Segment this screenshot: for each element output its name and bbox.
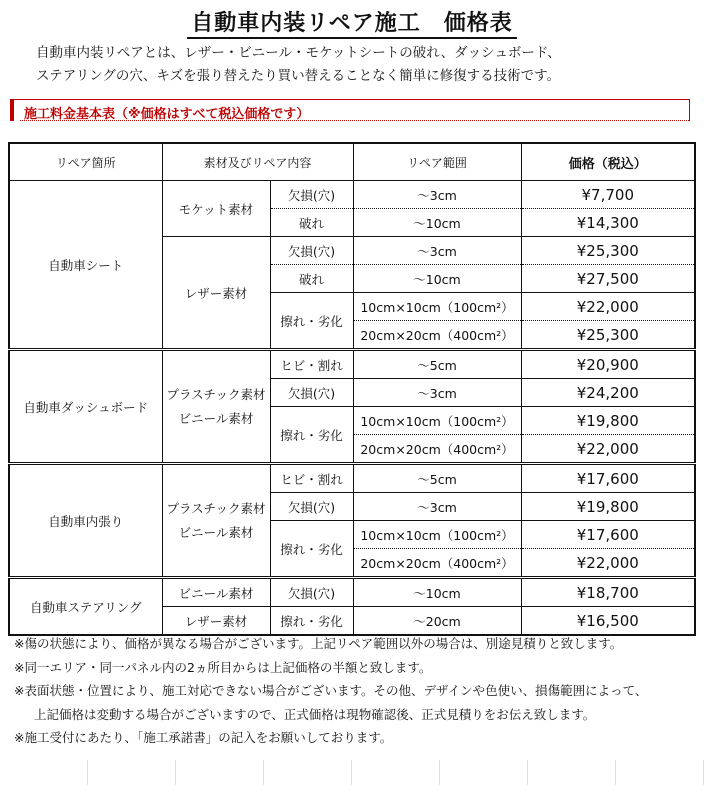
note-line: ※施工受付にあたり、「施工承諾書」の記入をお願いしております。 bbox=[14, 730, 393, 745]
intro-line: 自動車内装リペアとは、レザー・ビニール・モケットシートの破れ、ダッシュボード、 bbox=[36, 45, 561, 61]
table-row bbox=[9, 181, 695, 209]
section-title: 施工料金基本表（※価格はすべて税込価格です） bbox=[24, 107, 310, 122]
material-cell: ビニール素材 bbox=[162, 578, 270, 607]
note-line: ※傷の状態により、価格が異なる場合がございます。上記リペア範囲以外の場合は、別途見積りと致します。 bbox=[14, 636, 623, 651]
header-location: リペア箇所 bbox=[9, 143, 162, 181]
price-cell: ¥20,900 bbox=[521, 350, 695, 379]
price-cell: ¥19,800 bbox=[521, 493, 695, 521]
price-cell: ¥22,000 bbox=[521, 435, 695, 464]
range-cell: ～3cm bbox=[353, 181, 521, 209]
range-cell: ～5cm bbox=[353, 464, 521, 493]
note-line: ※表面状態・位置により、施工対応できない場合がございます。その他、デザインや色使い、損傷範囲によって、 bbox=[14, 683, 648, 698]
location-cell: 自動車ステアリング bbox=[9, 578, 162, 636]
background-grid bbox=[0, 760, 704, 785]
damage-cell: 欠損(穴) bbox=[270, 493, 353, 521]
damage-cell: 擦れ・劣化 bbox=[270, 407, 353, 464]
table-row bbox=[9, 464, 695, 493]
range-cell: 10cm×10cm（100cm²） bbox=[353, 521, 521, 549]
range-cell: ～3cm bbox=[353, 237, 521, 265]
damage-cell: 欠損(穴) bbox=[270, 181, 353, 209]
header-content: 素材及びリペア内容 bbox=[162, 143, 353, 181]
damage-cell: 欠損(穴) bbox=[270, 379, 353, 407]
damage-cell: 擦れ・劣化 bbox=[270, 521, 353, 578]
damage-cell: 欠損(穴) bbox=[270, 578, 353, 607]
location-cell: 自動車内張り bbox=[9, 464, 162, 578]
location-cell: 自動車シート bbox=[9, 181, 162, 350]
table-row bbox=[9, 578, 695, 607]
range-cell: 20cm×20cm（400cm²） bbox=[353, 549, 521, 578]
range-cell: ～10cm bbox=[353, 578, 521, 607]
range-cell: 20cm×20cm（400cm²） bbox=[353, 321, 521, 350]
range-cell: 10cm×10cm（100cm²） bbox=[353, 293, 521, 321]
price-cell: ¥25,300 bbox=[521, 237, 695, 265]
price-cell: ¥27,500 bbox=[521, 265, 695, 293]
price-cell: ¥14,300 bbox=[521, 209, 695, 237]
material-cell: レザー素材 bbox=[162, 607, 270, 636]
table-row bbox=[9, 350, 695, 379]
price-cell: ¥25,300 bbox=[521, 321, 695, 350]
price-table bbox=[8, 142, 696, 636]
intro-text bbox=[36, 42, 561, 88]
table-header-row bbox=[9, 143, 695, 181]
damage-cell: 破れ bbox=[270, 209, 353, 237]
material-line: ビニール素材 bbox=[178, 410, 254, 426]
price-cell: ¥22,000 bbox=[521, 549, 695, 578]
material-cell: レザー素材 bbox=[162, 237, 270, 350]
note-line: ※同一エリア・同一パネル内の2ヵ所目からは上記価格の半額と致します。 bbox=[14, 659, 432, 675]
damage-cell: 破れ bbox=[270, 265, 353, 293]
page-title: 自動車内装リペア施工 価格表 bbox=[0, 6, 704, 37]
material-line: ビニール素材 bbox=[178, 524, 254, 540]
damage-cell: 擦れ・劣化 bbox=[270, 293, 353, 350]
material-cell: モケット素材 bbox=[162, 181, 270, 237]
damage-cell: 欠損(穴) bbox=[270, 237, 353, 265]
header-range: リペア範囲 bbox=[353, 143, 521, 181]
range-cell: ～20cm bbox=[353, 607, 521, 636]
intro-line: ステアリングの穴、キズを張り替えたり買い替えることなく簡単に修復する技術です。 bbox=[36, 68, 561, 84]
note-line: 上記価格は変動する場合がございますので、正式価格は現物確認後、正式見積りをお伝え致します。 bbox=[34, 706, 596, 722]
material-cell bbox=[162, 464, 270, 578]
price-cell: ¥17,600 bbox=[521, 464, 695, 493]
price-cell: ¥7,700 bbox=[521, 181, 695, 209]
price-cell: ¥24,200 bbox=[521, 379, 695, 407]
range-cell: ～10cm bbox=[353, 265, 521, 293]
location-cell: 自動車ダッシュボード bbox=[9, 350, 162, 464]
damage-cell: ヒビ・割れ bbox=[270, 350, 353, 379]
price-cell: ¥17,600 bbox=[521, 521, 695, 549]
material-line: プラスチック素材 bbox=[166, 386, 266, 402]
range-cell: ～3cm bbox=[353, 379, 521, 407]
price-cell: ¥22,000 bbox=[521, 293, 695, 321]
damage-cell: ヒビ・割れ bbox=[270, 464, 353, 493]
notes bbox=[14, 632, 647, 750]
range-cell: 20cm×20cm（400cm²） bbox=[353, 435, 521, 464]
range-cell: ～5cm bbox=[353, 350, 521, 379]
range-cell: ～10cm bbox=[353, 209, 521, 237]
material-line: プラスチック素材 bbox=[166, 500, 266, 516]
header-price: 価格（税込） bbox=[521, 143, 695, 181]
price-cell: ¥19,800 bbox=[521, 407, 695, 435]
damage-cell: 擦れ・劣化 bbox=[270, 607, 353, 636]
section-heading bbox=[10, 99, 690, 121]
price-cell: ¥16,500 bbox=[521, 607, 695, 636]
price-cell: ¥18,700 bbox=[521, 578, 695, 607]
material-cell bbox=[162, 350, 270, 464]
range-cell: ～3cm bbox=[353, 493, 521, 521]
range-cell: 10cm×10cm（100cm²） bbox=[353, 407, 521, 435]
